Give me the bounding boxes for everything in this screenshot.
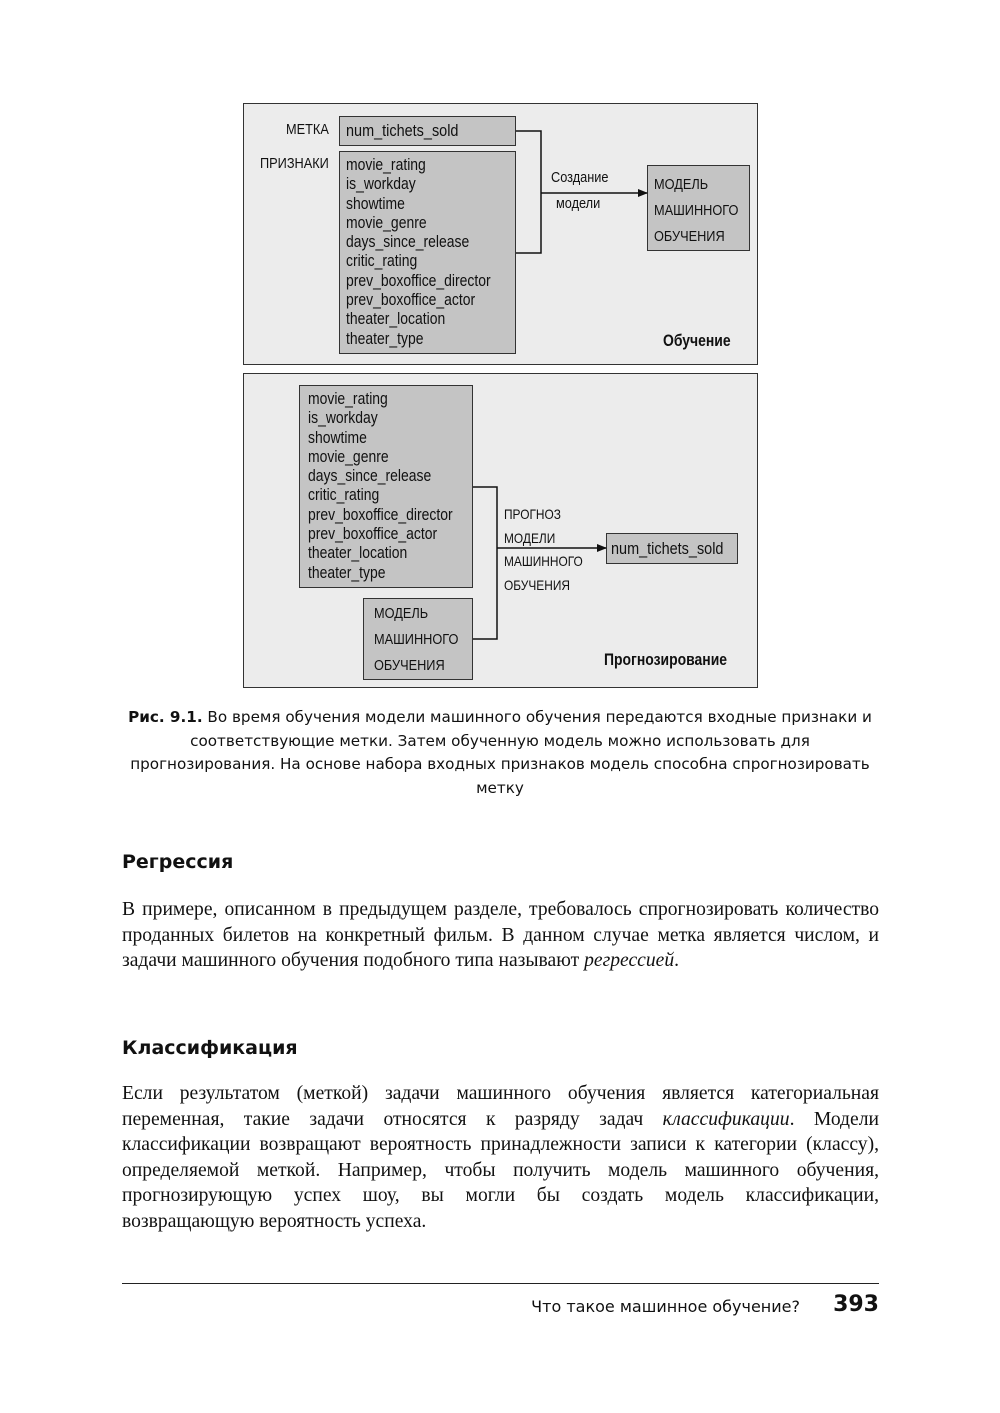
regression-term: регрессией (584, 950, 675, 972)
classification-term: классификации (662, 1108, 790, 1130)
training-model-line-1: МОДЕЛЬ (654, 176, 709, 193)
training-features-box (339, 151, 516, 354)
label-field: num_tichets_sold (346, 121, 459, 140)
prediction-model-line-2: МАШИННОГО (374, 631, 459, 648)
figure-caption (125, 706, 875, 800)
prediction-arrow-line-3: МАШИННОГО (504, 553, 583, 569)
features-tag: ПРИЗНАКИ (260, 155, 329, 172)
prediction-features-list (308, 389, 484, 582)
training-feature-item: theater_location (346, 309, 446, 329)
prediction-arrow-line-2: МОДЕЛИ (504, 529, 556, 546)
training-feature-item: days_since_release (346, 232, 470, 252)
create-model-label-1: Создание (551, 169, 609, 186)
training-feature-item: showtime (346, 193, 405, 213)
prediction-feature-item: theater_location (308, 543, 408, 563)
prediction-panel-title: Прогнозирование (604, 650, 728, 669)
prediction-feature-item: movie_genre (308, 446, 389, 466)
classification-heading: Классификация (122, 1037, 298, 1059)
prediction-features-box (299, 385, 473, 588)
training-feature-item: prev_boxoffice_director (346, 270, 491, 290)
training-model-line-3: ОБУЧЕНИЯ (654, 228, 725, 245)
training-feature-item: critic_rating (346, 251, 418, 271)
classification-text-end: . Модели классификации возвращают вероятность принадлежности записи к категории (классу), определяемой меткой. Например, чтобы получить модель машинного обучения, прогнозирующую успех шоу, вы могли бы создать модель классификации, возвращающую вероятность успеха. (122, 1108, 879, 1232)
regression-paragraph (122, 897, 879, 974)
prediction-feature-item: days_since_release (308, 466, 432, 486)
prediction-feature-item: is_workday (308, 408, 378, 428)
create-model-label-2: модели (556, 195, 601, 212)
output-field: num_tichets_sold (611, 539, 724, 558)
classification-text: Если результатом (меткой) задачи машинного обучения является категориальная переменная, такие задачи относятся к разряду задач (122, 1083, 879, 1130)
figure-caption-text: Во время обучения модели машинного обучения передаются входные признаки и соответствующие метки. Затем обученную модель можно использовать для прогнозирования. На основе набора входных признаков модель способна спрогнозировать метку (130, 708, 872, 797)
training-feature-item: is_workday (346, 174, 416, 194)
training-feature-item: movie_genre (346, 212, 427, 232)
prediction-feature-item: showtime (308, 427, 367, 447)
prediction-feature-item: critic_rating (308, 485, 380, 505)
output-field-box (606, 533, 738, 564)
footer-rule (122, 1283, 879, 1284)
regression-text-end: . (674, 950, 680, 972)
prediction-feature-item: movie_rating (308, 389, 388, 408)
running-title: Что такое машинное обучение? (531, 1297, 800, 1316)
training-model-label (654, 172, 738, 250)
figure-number: Рис. 9.1. (128, 708, 203, 726)
prediction-feature-item: prev_boxoffice_actor (308, 524, 438, 544)
prediction-model-box (363, 598, 473, 680)
prediction-arrow-line-4: ОБУЧЕНИЯ (504, 576, 570, 593)
prediction-arrow-line-1: ПРОГНОЗ (504, 506, 561, 522)
training-model-box (647, 165, 750, 251)
page-number: 393 (833, 1292, 879, 1317)
regression-heading: Регрессия (122, 851, 234, 873)
prediction-model-line-1: МОДЕЛЬ (374, 605, 429, 622)
prediction-arrow-label (504, 503, 583, 597)
prediction-model-label (374, 601, 458, 679)
classification-paragraph (122, 1081, 879, 1235)
training-feature-item: theater_type (346, 328, 424, 348)
label-tag: МЕТКА (286, 121, 329, 138)
label-field-box (339, 116, 516, 146)
prediction-model-line-3: ОБУЧЕНИЯ (374, 657, 445, 674)
prediction-feature-item: prev_boxoffice_director (308, 504, 453, 524)
training-model-line-2: МАШИННОГО (654, 202, 739, 219)
training-feature-item: movie_rating (346, 155, 426, 174)
training-feature-item: prev_boxoffice_actor (346, 290, 476, 310)
training-features-list (346, 155, 522, 348)
training-panel-title: Обучение (663, 331, 731, 350)
prediction-feature-item: theater_type (308, 562, 386, 582)
regression-text: В примере, описанном в предыдущем разделе, требовалось спрогнозировать количество проданных билетов на конкретный фильм. В данном случае метка является числом, и задачи машинного обучения подобного типа называют (122, 899, 879, 972)
